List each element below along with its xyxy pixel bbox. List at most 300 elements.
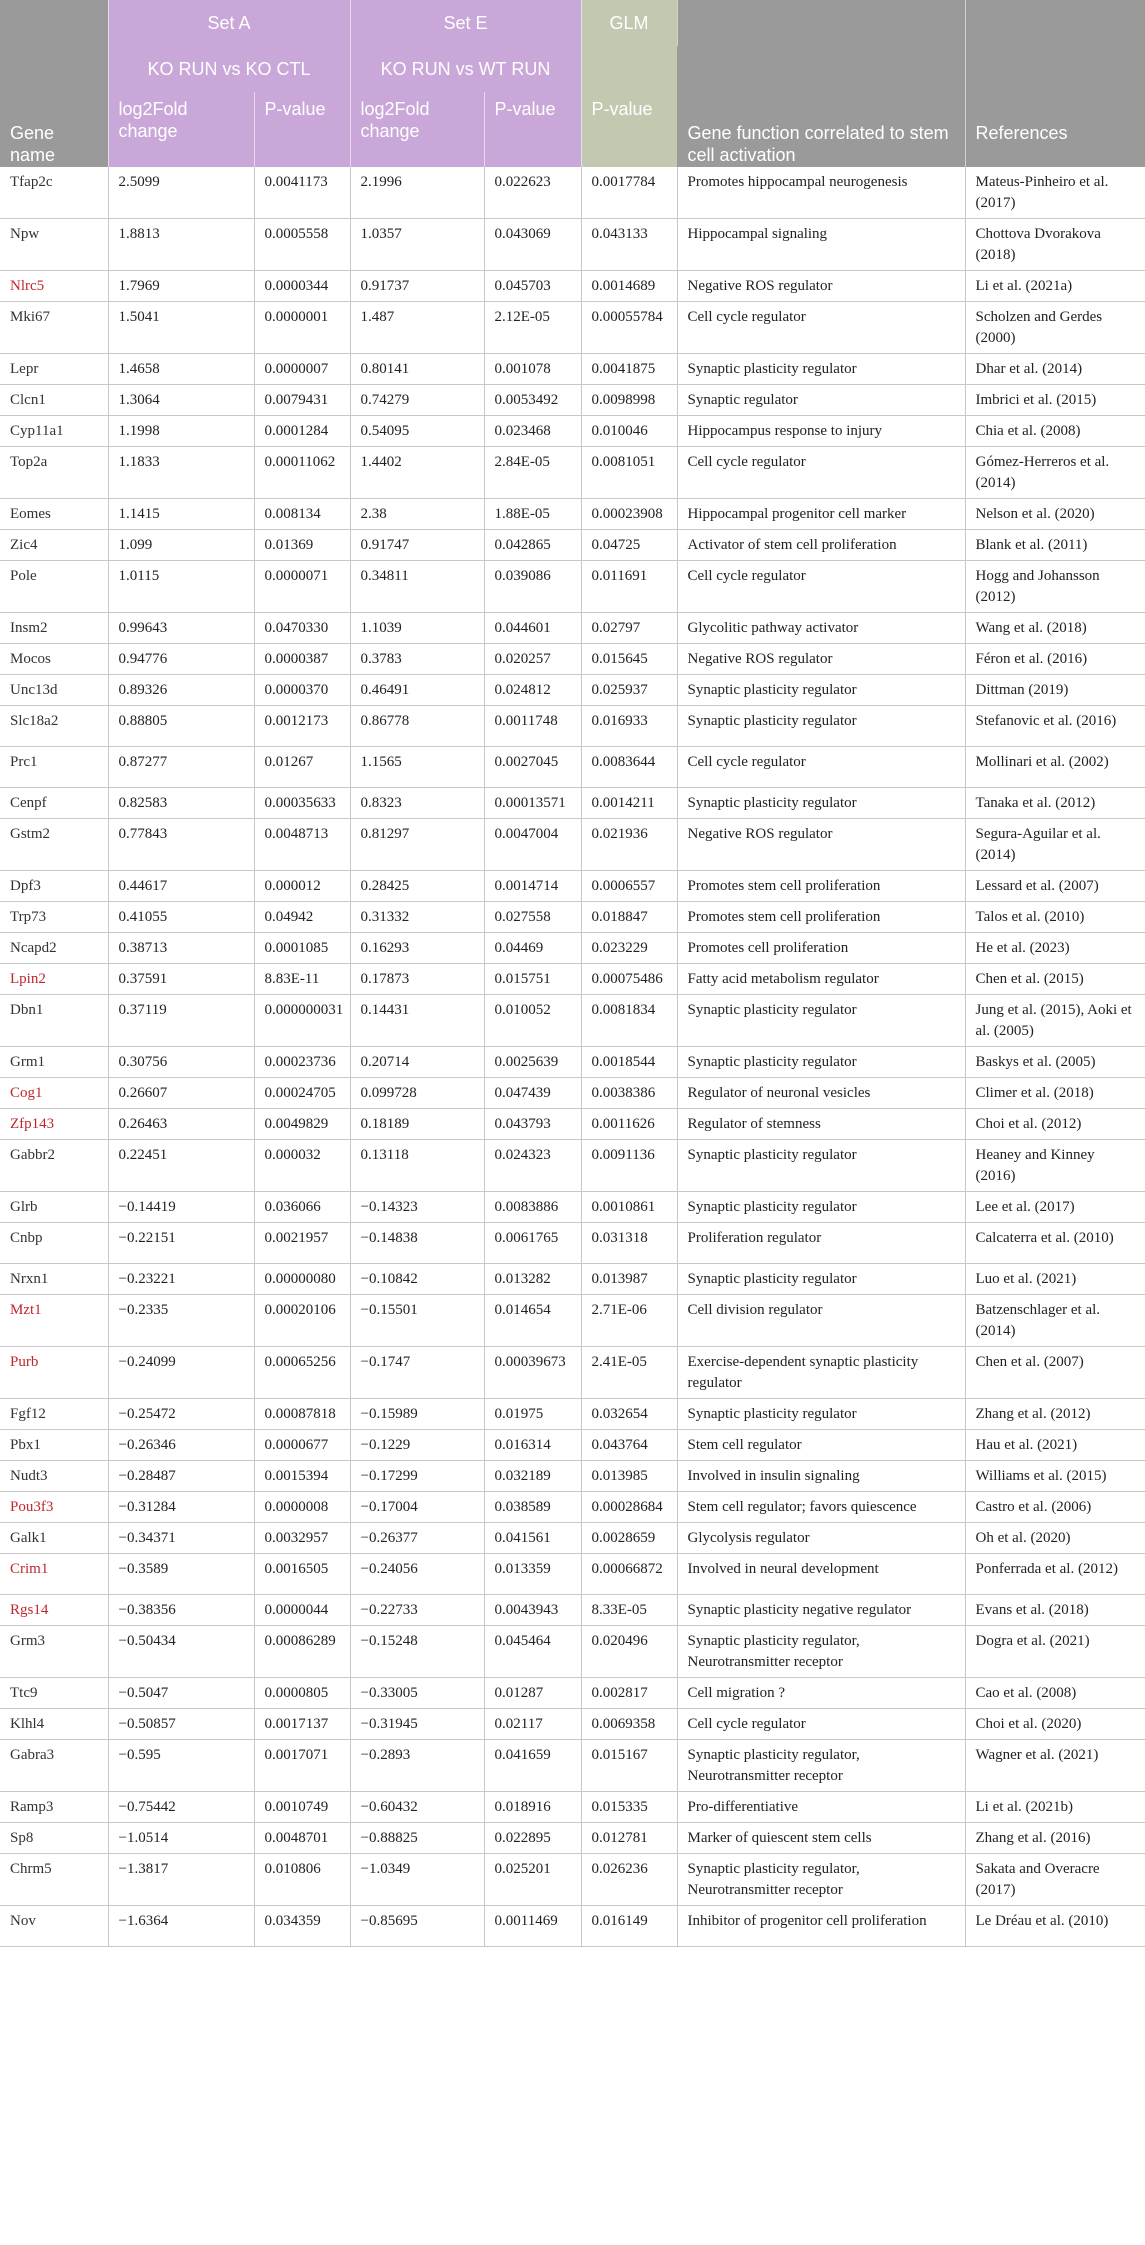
gene-function-cell: Cell migration ?: [677, 1678, 965, 1709]
table-row: [0, 1492, 1145, 1523]
gene-function-cell: Marker of quiescent stem cells: [677, 1823, 965, 1854]
reference-cell: Calcaterra et al. (2010): [965, 1223, 1145, 1264]
set-e-pvalue-cell: 0.022623: [484, 167, 581, 219]
table-row: [0, 1523, 1145, 1554]
set-a-log2fc-cell: 1.3064: [108, 385, 254, 416]
set-e-log2fc-cell: −1.0349: [350, 1854, 484, 1906]
gene-function-cell: Cell cycle regulator: [677, 302, 965, 354]
gene-function-cell: Regulator of stemness: [677, 1109, 965, 1140]
set-e-pvalue-cell: 0.041659: [484, 1740, 581, 1792]
glm-pvalue-cell: 0.010046: [581, 416, 677, 447]
set-a-pvalue-cell: 0.0032957: [254, 1523, 350, 1554]
set-e-pvalue-cell: 0.020257: [484, 644, 581, 675]
set-a-pvalue-cell: 0.0000008: [254, 1492, 350, 1523]
gene-function-cell: Cell cycle regulator: [677, 447, 965, 499]
gene-cell: Pole: [0, 561, 108, 613]
gene-cell: Glrb: [0, 1192, 108, 1223]
set-a-log2fc-cell: 0.37119: [108, 995, 254, 1047]
set-e-log2fc-cell: −0.15248: [350, 1626, 484, 1678]
set-a-log2fc-cell: −0.38356: [108, 1595, 254, 1626]
set-a-pvalue-cell: 0.0016505: [254, 1554, 350, 1595]
table-row: [0, 219, 1145, 271]
glm-pvalue-cell: 0.00055784: [581, 302, 677, 354]
header-gene-function: Gene function correlated to stem cell activation: [677, 0, 965, 167]
set-a-pvalue-cell: 0.0000677: [254, 1430, 350, 1461]
set-e-pvalue-cell: 0.047439: [484, 1078, 581, 1109]
gene-cell: Purb: [0, 1347, 108, 1399]
reference-cell: Choi et al. (2020): [965, 1709, 1145, 1740]
gene-function-cell: Involved in neural development: [677, 1554, 965, 1595]
set-e-pvalue-cell: 0.00039673: [484, 1347, 581, 1399]
glm-pvalue-cell: 0.04725: [581, 530, 677, 561]
reference-cell: He et al. (2023): [965, 933, 1145, 964]
set-a-log2fc-cell: 0.26607: [108, 1078, 254, 1109]
set-a-log2fc-cell: −0.3589: [108, 1554, 254, 1595]
set-a-pvalue-cell: 0.0012173: [254, 706, 350, 747]
reference-cell: Jung et al. (2015), Aoki et al. (2005): [965, 995, 1145, 1047]
set-e-pvalue-cell: 0.039086: [484, 561, 581, 613]
header-set-a-comparison: KO RUN vs KO CTL: [108, 46, 350, 92]
set-a-pvalue-cell: 0.0049829: [254, 1109, 350, 1140]
reference-cell: Ponferrada et al. (2012): [965, 1554, 1145, 1595]
gene-cell: Cog1: [0, 1078, 108, 1109]
set-e-pvalue-cell: 0.024812: [484, 675, 581, 706]
gene-cell: Sp8: [0, 1823, 108, 1854]
set-a-pvalue-cell: 0.0000370: [254, 675, 350, 706]
gene-function-cell: Synaptic plasticity regulator: [677, 1192, 965, 1223]
set-a-pvalue-cell: 0.00011062: [254, 447, 350, 499]
set-e-pvalue-cell: 0.0014714: [484, 871, 581, 902]
table-row: [0, 1223, 1145, 1264]
reference-cell: Scholzen and Gerdes (2000): [965, 302, 1145, 354]
gene-function-cell: Synaptic regulator: [677, 385, 965, 416]
gene-function-cell: Proliferation regulator: [677, 1223, 965, 1264]
set-e-log2fc-cell: −0.1229: [350, 1430, 484, 1461]
table-row: [0, 706, 1145, 747]
set-e-pvalue-cell: 0.027558: [484, 902, 581, 933]
set-a-pvalue-cell: 0.00086289: [254, 1626, 350, 1678]
set-e-log2fc-cell: 0.81297: [350, 819, 484, 871]
glm-pvalue-cell: 0.002817: [581, 1678, 677, 1709]
gene-cell: Zic4: [0, 530, 108, 561]
table-row: [0, 561, 1145, 613]
set-e-pvalue-cell: 0.042865: [484, 530, 581, 561]
glm-pvalue-cell: 0.0014211: [581, 788, 677, 819]
gene-cell: Clcn1: [0, 385, 108, 416]
set-e-log2fc-cell: −0.60432: [350, 1792, 484, 1823]
reference-cell: Segura-Aguilar et al. (2014): [965, 819, 1145, 871]
set-e-log2fc-cell: 0.17873: [350, 964, 484, 995]
set-a-log2fc-cell: 1.5041: [108, 302, 254, 354]
table-row: [0, 1399, 1145, 1430]
set-a-pvalue-cell: 0.0000387: [254, 644, 350, 675]
set-e-pvalue-cell: 0.04469: [484, 933, 581, 964]
gene-cell: Fgf12: [0, 1399, 108, 1430]
set-a-log2fc-cell: −0.50434: [108, 1626, 254, 1678]
table-row: [0, 302, 1145, 354]
gene-cell: Nlrc5: [0, 271, 108, 302]
table-row: [0, 1461, 1145, 1492]
table-row: [0, 871, 1145, 902]
set-a-pvalue-cell: 0.0000001: [254, 302, 350, 354]
glm-pvalue-cell: 0.021936: [581, 819, 677, 871]
set-e-log2fc-cell: −0.22733: [350, 1595, 484, 1626]
glm-pvalue-cell: 8.33E-05: [581, 1595, 677, 1626]
gene-cell: Cyp11a1: [0, 416, 108, 447]
glm-pvalue-cell: 0.023229: [581, 933, 677, 964]
gene-cell: Klhl4: [0, 1709, 108, 1740]
glm-pvalue-cell: 0.0041875: [581, 354, 677, 385]
gene-function-cell: Negative ROS regulator: [677, 271, 965, 302]
reference-cell: Dittman (2019): [965, 675, 1145, 706]
gene-function-cell: Synaptic plasticity regulator: [677, 788, 965, 819]
reference-cell: Heaney and Kinney (2016): [965, 1140, 1145, 1192]
table-body: [0, 167, 1145, 1947]
set-e-log2fc-cell: 0.14431: [350, 995, 484, 1047]
gene-cell: Mzt1: [0, 1295, 108, 1347]
set-a-log2fc-cell: −0.75442: [108, 1792, 254, 1823]
set-a-pvalue-cell: 0.000012: [254, 871, 350, 902]
gene-function-cell: Hippocampal signaling: [677, 219, 965, 271]
reference-cell: Wagner et al. (2021): [965, 1740, 1145, 1792]
glm-pvalue-cell: 0.0083644: [581, 747, 677, 788]
gene-cell: Grm1: [0, 1047, 108, 1078]
table-row: [0, 530, 1145, 561]
reference-cell: Oh et al. (2020): [965, 1523, 1145, 1554]
set-e-log2fc-cell: −0.88825: [350, 1823, 484, 1854]
reference-cell: Gómez-Herreros et al. (2014): [965, 447, 1145, 499]
glm-pvalue-cell: 0.013987: [581, 1264, 677, 1295]
gene-cell: Tfap2c: [0, 167, 108, 219]
gene-cell: Unc13d: [0, 675, 108, 706]
table-row: [0, 1906, 1145, 1947]
gene-function-cell: Synaptic plasticity regulator, Neurotransmitter receptor: [677, 1740, 965, 1792]
glm-pvalue-cell: 0.00023908: [581, 499, 677, 530]
set-a-log2fc-cell: 0.30756: [108, 1047, 254, 1078]
set-a-log2fc-cell: −1.6364: [108, 1906, 254, 1947]
set-a-log2fc-cell: −0.14419: [108, 1192, 254, 1223]
reference-cell: Cao et al. (2008): [965, 1678, 1145, 1709]
set-e-pvalue-cell: 0.044601: [484, 613, 581, 644]
set-e-log2fc-cell: −0.14323: [350, 1192, 484, 1223]
reference-cell: Nelson et al. (2020): [965, 499, 1145, 530]
gene-cell: Zfp143: [0, 1109, 108, 1140]
table-row: [0, 1295, 1145, 1347]
gene-cell: Pou3f3: [0, 1492, 108, 1523]
set-e-pvalue-cell: 0.043793: [484, 1109, 581, 1140]
set-a-pvalue-cell: 0.0005558: [254, 219, 350, 271]
gene-function-cell: Synaptic plasticity regulator: [677, 995, 965, 1047]
set-e-log2fc-cell: 0.099728: [350, 1078, 484, 1109]
reference-cell: Stefanovic et al. (2016): [965, 706, 1145, 747]
set-a-pvalue-cell: 0.0000805: [254, 1678, 350, 1709]
gene-cell: Top2a: [0, 447, 108, 499]
set-a-log2fc-cell: 1.099: [108, 530, 254, 561]
gene-function-cell: Cell cycle regulator: [677, 1709, 965, 1740]
gene-cell: Nudt3: [0, 1461, 108, 1492]
set-a-pvalue-cell: 0.0000071: [254, 561, 350, 613]
gene-function-cell: Synaptic plasticity regulator: [677, 675, 965, 706]
set-e-pvalue-cell: 0.013359: [484, 1554, 581, 1595]
glm-pvalue-cell: 0.00066872: [581, 1554, 677, 1595]
reference-cell: Blank et al. (2011): [965, 530, 1145, 561]
glm-pvalue-cell: 0.025937: [581, 675, 677, 706]
glm-pvalue-cell: 0.0006557: [581, 871, 677, 902]
glm-pvalue-cell: 0.0018544: [581, 1047, 677, 1078]
reference-cell: Li et al. (2021b): [965, 1792, 1145, 1823]
table-row: [0, 1792, 1145, 1823]
gene-function-cell: Synaptic plasticity regulator: [677, 354, 965, 385]
set-a-log2fc-cell: 2.5099: [108, 167, 254, 219]
gene-cell: Galk1: [0, 1523, 108, 1554]
gene-function-cell: Promotes hippocampal neurogenesis: [677, 167, 965, 219]
set-a-log2fc-cell: −0.28487: [108, 1461, 254, 1492]
header-set-e-pvalue: P-value: [484, 92, 581, 167]
set-e-pvalue-cell: 0.045464: [484, 1626, 581, 1678]
glm-pvalue-cell: 0.026236: [581, 1854, 677, 1906]
gene-cell: Ramp3: [0, 1792, 108, 1823]
set-e-pvalue-cell: 0.038589: [484, 1492, 581, 1523]
table-row: [0, 499, 1145, 530]
gene-function-cell: Cell cycle regulator: [677, 561, 965, 613]
table-row: [0, 1430, 1145, 1461]
set-a-pvalue-cell: 0.0079431: [254, 385, 350, 416]
glm-pvalue-cell: 0.0010861: [581, 1192, 677, 1223]
glm-pvalue-cell: 0.011691: [581, 561, 677, 613]
table-row: [0, 1740, 1145, 1792]
reference-cell: Wang et al. (2018): [965, 613, 1145, 644]
set-a-log2fc-cell: −0.34371: [108, 1523, 254, 1554]
table-row: [0, 416, 1145, 447]
set-a-pvalue-cell: 0.0000344: [254, 271, 350, 302]
table-row: [0, 1554, 1145, 1595]
header-glm: GLM: [581, 0, 677, 46]
gene-function-cell: Inhibitor of progenitor cell proliferation: [677, 1906, 965, 1947]
gene-function-cell: Promotes cell proliferation: [677, 933, 965, 964]
table-row: [0, 1678, 1145, 1709]
reference-cell: Williams et al. (2015): [965, 1461, 1145, 1492]
set-a-log2fc-cell: −0.23221: [108, 1264, 254, 1295]
header-set-e-log2fc: log2Fold change: [350, 92, 484, 167]
reference-cell: Chia et al. (2008): [965, 416, 1145, 447]
gene-cell: Insm2: [0, 613, 108, 644]
set-e-pvalue-cell: 0.0083886: [484, 1192, 581, 1223]
reference-cell: Tanaka et al. (2012): [965, 788, 1145, 819]
set-a-log2fc-cell: −0.31284: [108, 1492, 254, 1523]
set-e-log2fc-cell: 0.80141: [350, 354, 484, 385]
table-row: [0, 1264, 1145, 1295]
set-e-pvalue-cell: 0.0053492: [484, 385, 581, 416]
gene-cell: Cenpf: [0, 788, 108, 819]
set-e-log2fc-cell: 2.1996: [350, 167, 484, 219]
gene-cell: Cnbp: [0, 1223, 108, 1264]
gene-cell: Lepr: [0, 354, 108, 385]
set-e-log2fc-cell: 0.13118: [350, 1140, 484, 1192]
glm-pvalue-cell: 0.015335: [581, 1792, 677, 1823]
set-a-log2fc-cell: 1.4658: [108, 354, 254, 385]
set-e-log2fc-cell: 0.91737: [350, 271, 484, 302]
glm-pvalue-cell: 0.018847: [581, 902, 677, 933]
glm-pvalue-cell: 0.0081051: [581, 447, 677, 499]
glm-pvalue-cell: 0.043764: [581, 1430, 677, 1461]
gene-cell: Dpf3: [0, 871, 108, 902]
set-e-pvalue-cell: 0.010052: [484, 995, 581, 1047]
gene-function-cell: Hippocampal progenitor cell marker: [677, 499, 965, 530]
reference-cell: Chen et al. (2007): [965, 1347, 1145, 1399]
set-e-log2fc-cell: 0.54095: [350, 416, 484, 447]
set-a-pvalue-cell: 8.83E-11: [254, 964, 350, 995]
header-set-e: Set E: [350, 0, 581, 46]
reference-cell: Mateus-Pinheiro et al. (2017): [965, 167, 1145, 219]
table-row: [0, 1047, 1145, 1078]
set-e-pvalue-cell: 0.043069: [484, 219, 581, 271]
gene-function-cell: Synaptic plasticity regulator, Neurotransmitter receptor: [677, 1626, 965, 1678]
set-e-log2fc-cell: −0.31945: [350, 1709, 484, 1740]
set-a-log2fc-cell: 0.26463: [108, 1109, 254, 1140]
table-row: [0, 933, 1145, 964]
set-a-log2fc-cell: 0.22451: [108, 1140, 254, 1192]
set-e-pvalue-cell: 0.01287: [484, 1678, 581, 1709]
set-e-log2fc-cell: −0.33005: [350, 1678, 484, 1709]
table-row: [0, 964, 1145, 995]
reference-cell: Zhang et al. (2012): [965, 1399, 1145, 1430]
set-a-log2fc-cell: 0.44617: [108, 871, 254, 902]
set-a-pvalue-cell: 0.034359: [254, 1906, 350, 1947]
gene-function-cell: Glycolysis regulator: [677, 1523, 965, 1554]
set-a-log2fc-cell: 0.77843: [108, 819, 254, 871]
set-e-log2fc-cell: 1.1039: [350, 613, 484, 644]
table-row: [0, 354, 1145, 385]
set-a-pvalue-cell: 0.0000007: [254, 354, 350, 385]
set-e-log2fc-cell: −0.10842: [350, 1264, 484, 1295]
table-row: [0, 995, 1145, 1047]
table-row: [0, 788, 1145, 819]
set-e-pvalue-cell: 0.0043943: [484, 1595, 581, 1626]
table-row: [0, 819, 1145, 871]
header-set-a-pvalue: P-value: [254, 92, 350, 167]
set-a-log2fc-cell: 0.82583: [108, 788, 254, 819]
reference-cell: Lessard et al. (2007): [965, 871, 1145, 902]
gene-cell: Mocos: [0, 644, 108, 675]
set-a-pvalue-cell: 0.0010749: [254, 1792, 350, 1823]
gene-function-cell: Promotes stem cell proliferation: [677, 871, 965, 902]
set-a-log2fc-cell: −0.2335: [108, 1295, 254, 1347]
gene-cell: Chrm5: [0, 1854, 108, 1906]
gene-function-cell: Synaptic plasticity negative regulator: [677, 1595, 965, 1626]
table-row: [0, 675, 1145, 706]
gene-function-cell: Synaptic plasticity regulator: [677, 1047, 965, 1078]
glm-pvalue-cell: 0.0014689: [581, 271, 677, 302]
table-row: [0, 167, 1145, 219]
set-e-log2fc-cell: 1.0357: [350, 219, 484, 271]
gene-cell: Trp73: [0, 902, 108, 933]
gene-cell: Gstm2: [0, 819, 108, 871]
gene-cell: Nov: [0, 1906, 108, 1947]
set-a-log2fc-cell: −0.24099: [108, 1347, 254, 1399]
set-a-pvalue-cell: 0.0041173: [254, 167, 350, 219]
set-e-log2fc-cell: 1.4402: [350, 447, 484, 499]
set-e-pvalue-cell: 0.016314: [484, 1430, 581, 1461]
gene-function-cell: Hippocampus response to injury: [677, 416, 965, 447]
set-a-pvalue-cell: 0.00024705: [254, 1078, 350, 1109]
gene-function-cell: Glycolitic pathway activator: [677, 613, 965, 644]
set-a-log2fc-cell: 0.94776: [108, 644, 254, 675]
set-a-log2fc-cell: 1.1833: [108, 447, 254, 499]
set-a-log2fc-cell: 0.88805: [108, 706, 254, 747]
glm-pvalue-cell: 0.0069358: [581, 1709, 677, 1740]
set-a-pvalue-cell: 0.0001085: [254, 933, 350, 964]
set-e-pvalue-cell: 0.0011748: [484, 706, 581, 747]
set-a-pvalue-cell: 0.010806: [254, 1854, 350, 1906]
set-a-pvalue-cell: 0.0470330: [254, 613, 350, 644]
reference-cell: Hau et al. (2021): [965, 1430, 1145, 1461]
gene-cell: Pbx1: [0, 1430, 108, 1461]
glm-pvalue-cell: 0.015645: [581, 644, 677, 675]
gene-function-cell: Cell division regulator: [677, 1295, 965, 1347]
set-a-pvalue-cell: 0.0015394: [254, 1461, 350, 1492]
set-e-pvalue-cell: 0.013282: [484, 1264, 581, 1295]
glm-pvalue-cell: 2.41E-05: [581, 1347, 677, 1399]
table-row: [0, 385, 1145, 416]
set-a-pvalue-cell: 0.04942: [254, 902, 350, 933]
set-a-log2fc-cell: −0.26346: [108, 1430, 254, 1461]
set-a-pvalue-cell: 0.000032: [254, 1140, 350, 1192]
set-e-log2fc-cell: 2.38: [350, 499, 484, 530]
reference-cell: Lee et al. (2017): [965, 1192, 1145, 1223]
glm-pvalue-cell: 0.0028659: [581, 1523, 677, 1554]
set-a-log2fc-cell: −0.50857: [108, 1709, 254, 1740]
reference-cell: Dogra et al. (2021): [965, 1626, 1145, 1678]
set-a-log2fc-cell: −0.5047: [108, 1678, 254, 1709]
set-e-pvalue-cell: 0.014654: [484, 1295, 581, 1347]
header-set-e-comparison: KO RUN vs WT RUN: [350, 46, 581, 92]
glm-pvalue-cell: 0.0011626: [581, 1109, 677, 1140]
set-a-pvalue-cell: 0.0048713: [254, 819, 350, 871]
gene-cell: Lpin2: [0, 964, 108, 995]
table-header: [0, 0, 1145, 167]
set-e-pvalue-cell: 0.00013571: [484, 788, 581, 819]
set-e-log2fc-cell: −0.14838: [350, 1223, 484, 1264]
glm-pvalue-cell: 0.0098998: [581, 385, 677, 416]
set-e-log2fc-cell: 1.1565: [350, 747, 484, 788]
set-a-log2fc-cell: 1.1415: [108, 499, 254, 530]
set-a-pvalue-cell: 0.036066: [254, 1192, 350, 1223]
gene-function-cell: Synaptic plasticity regulator: [677, 706, 965, 747]
gene-function-cell: Exercise-dependent synaptic plasticity regulator: [677, 1347, 965, 1399]
set-a-log2fc-cell: −1.3817: [108, 1854, 254, 1906]
reference-cell: Li et al. (2021a): [965, 271, 1145, 302]
set-e-log2fc-cell: −0.15989: [350, 1399, 484, 1430]
table-row: [0, 447, 1145, 499]
set-e-log2fc-cell: 0.20714: [350, 1047, 484, 1078]
reference-cell: Castro et al. (2006): [965, 1492, 1145, 1523]
set-e-log2fc-cell: −0.24056: [350, 1554, 484, 1595]
set-a-log2fc-cell: −1.0514: [108, 1823, 254, 1854]
gene-cell: Eomes: [0, 499, 108, 530]
set-e-log2fc-cell: 0.3783: [350, 644, 484, 675]
table-row: [0, 1140, 1145, 1192]
gene-cell: Npw: [0, 219, 108, 271]
set-a-pvalue-cell: 0.00065256: [254, 1347, 350, 1399]
gene-function-cell: Stem cell regulator: [677, 1430, 965, 1461]
gene-cell: Dbn1: [0, 995, 108, 1047]
set-a-log2fc-cell: 1.7969: [108, 271, 254, 302]
set-a-pvalue-cell: 0.00035633: [254, 788, 350, 819]
set-e-pvalue-cell: 0.024323: [484, 1140, 581, 1192]
set-e-pvalue-cell: 0.018916: [484, 1792, 581, 1823]
gene-function-cell: Stem cell regulator; favors quiescence: [677, 1492, 965, 1523]
set-e-pvalue-cell: 0.0047004: [484, 819, 581, 871]
